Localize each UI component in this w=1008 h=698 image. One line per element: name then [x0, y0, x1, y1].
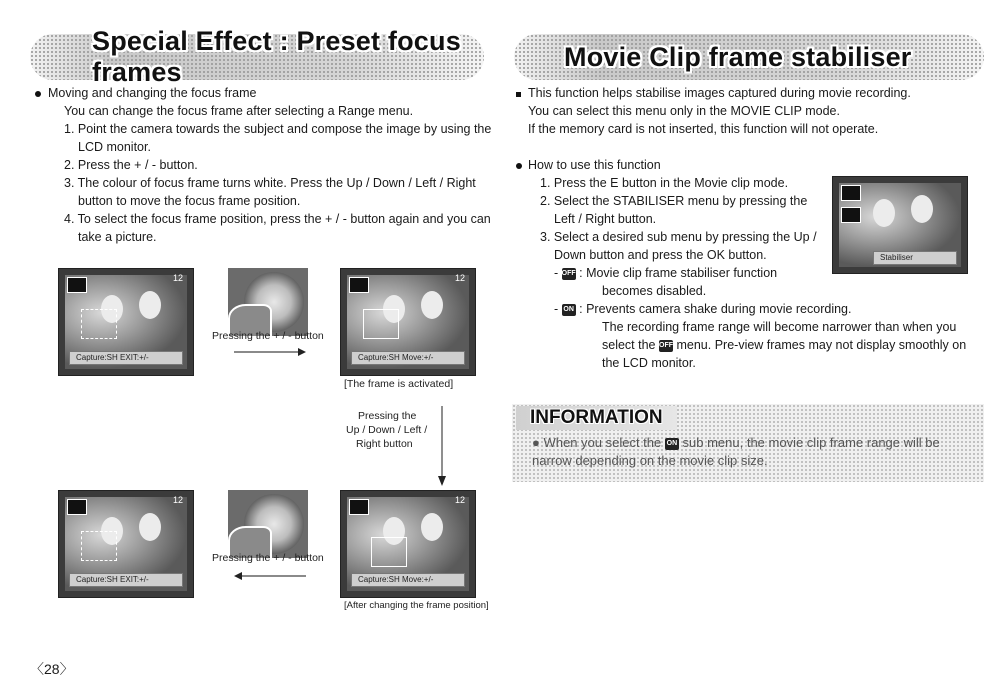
arrow-right-icon [232, 346, 308, 358]
off-option-line-1: - OFF : Movie clip frame stabiliser function [554, 266, 778, 280]
press-button-label-1: Pressing the + / - button [212, 330, 324, 342]
stabiliser-off-icon: OFF [562, 268, 576, 280]
dial-image-2 [228, 490, 308, 558]
right-intro-3: If the memory card is not inserted, this function will not operate. [528, 122, 879, 136]
dial-image-1 [228, 268, 308, 336]
left-step-3-cont: button to move the focus frame position. [78, 194, 301, 208]
press-direction-line-2: Up / Down / Left / [346, 424, 428, 436]
press-direction-line-1: Pressing the [358, 410, 417, 422]
lcd-screen-after-right [340, 490, 476, 598]
information-box [512, 404, 984, 482]
lcd-osd-bar: Stabiliser [873, 251, 957, 265]
on-option-line-4: the LCD monitor. [602, 356, 696, 370]
lcd-osd-bar: Capture:SH EXIT:+/- [69, 351, 183, 365]
left-step-1: 1. Point the camera towards the subject and compose the image by using the [64, 122, 492, 136]
page-number: 〈28〉 [30, 661, 74, 677]
lcd-osd-bar: Capture:SH Move:+/- [351, 351, 465, 365]
right-intro-1: This function helps stabilise images captured during movie recording. [528, 86, 911, 100]
square-bullet-icon [516, 92, 521, 97]
shots-remaining: 12 [172, 495, 183, 505]
caption-after-change: [After changing the frame position] [344, 600, 489, 611]
on-option-line-2: The recording frame range will become narrower than when you [602, 320, 957, 334]
information-title: INFORMATION [516, 406, 677, 430]
movie-mode-icon [841, 185, 861, 201]
arrow-down-icon [436, 404, 448, 488]
section-banner-left [30, 26, 484, 87]
bullet-icon [516, 163, 522, 169]
caption-frame-activated: [The frame is activated] [344, 378, 454, 390]
shots-remaining: 12 [172, 273, 183, 283]
bullet-icon [35, 91, 41, 97]
howto-heading: How to use this function [528, 158, 661, 172]
left-step-1-cont: LCD monitor. [78, 140, 151, 154]
lcd-osd-bar: Capture:SH EXIT:+/- [69, 573, 183, 587]
lcd-screen-stabiliser [832, 176, 968, 274]
left-step-2: 2. Press the + / - button. [64, 158, 198, 172]
right-step-1: 1. Press the E button in the Movie clip mode. [540, 176, 789, 190]
section-title-left: Special Effect : Preset focus frames [92, 26, 461, 87]
lcd-screen-before [58, 268, 194, 376]
lcd-osd-bar: Capture:SH Move:+/- [351, 573, 465, 587]
focus-frame [81, 531, 117, 561]
left-step-4-cont: take a picture. [78, 230, 157, 244]
right-step-2-cont: Left / Right button. [554, 212, 657, 226]
mode-icon [67, 499, 87, 515]
lcd-screen-activated [340, 268, 476, 376]
focus-frame-active [363, 309, 399, 339]
on-option-line-1: - ON : Prevents camera shake during movie recording. [554, 302, 852, 316]
left-heading: Moving and changing the focus frame [48, 86, 257, 100]
right-step-2: 2. Select the STABILISER menu by pressing the [540, 194, 808, 208]
press-direction-line-3: Right button [356, 438, 413, 450]
off-option-line-2: becomes disabled. [602, 284, 707, 298]
right-intro-2: You can select this menu only in the MOVIE CLIP mode. [528, 104, 840, 118]
mode-icon [349, 499, 369, 515]
stabiliser-on-icon: ON [665, 438, 679, 450]
press-button-label-2: Pressing the + / - button [212, 552, 324, 564]
arrow-left-icon [232, 570, 308, 582]
lcd-screen-after-left [58, 490, 194, 598]
on-option-line-3: select the OFF menu. Pre-view frames may not display smoothly on [602, 338, 967, 352]
stabiliser-on-icon: ON [562, 304, 576, 316]
shots-remaining: 12 [454, 495, 465, 505]
stabiliser-menu-icon [841, 207, 861, 223]
left-step-4: 4. To select the focus frame position, press the + / - button again and you can [64, 212, 491, 226]
section-title-right: Movie Clip frame stabiliser [564, 41, 912, 72]
left-intro: You can change the focus frame after selecting a Range menu. [64, 104, 414, 118]
right-step-3: 3. Select a desired sub menu by pressing the Up / [540, 230, 817, 244]
right-step-3-cont: Down button and press the OK button. [554, 248, 767, 262]
information-text: ● When you select the ON sub menu, the movie clip frame range will be narrow depending on the movie clip size. [532, 435, 940, 468]
left-step-3: 3. The colour of focus frame turns white. Press the Up / Down / Left / Right [64, 176, 476, 190]
mode-icon [67, 277, 87, 293]
focus-frame-moved [371, 537, 407, 567]
stabiliser-off-icon: OFF [659, 340, 673, 352]
focus-frame [81, 309, 117, 339]
mode-icon [349, 277, 369, 293]
section-banner-right [514, 34, 984, 80]
shots-remaining: 12 [454, 273, 465, 283]
